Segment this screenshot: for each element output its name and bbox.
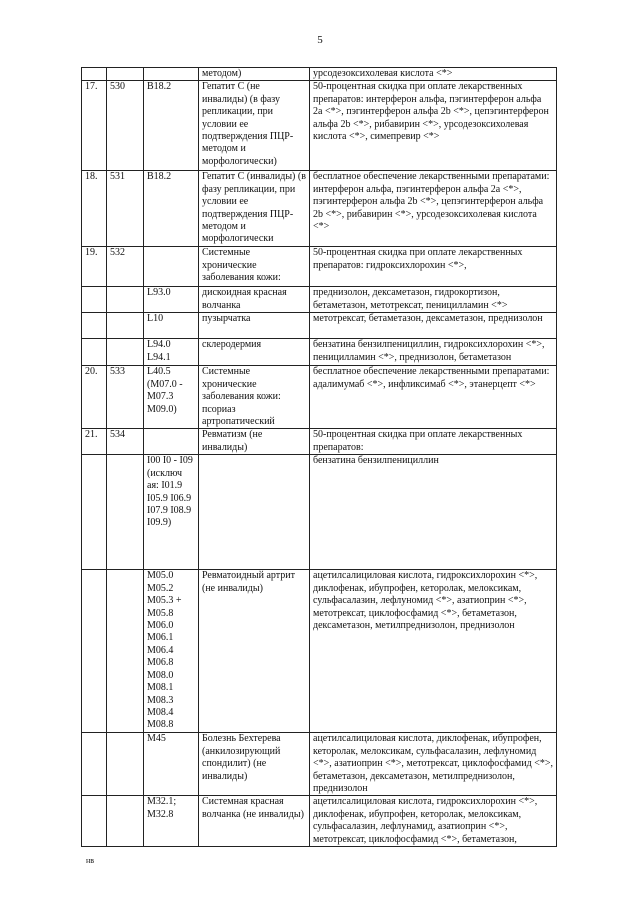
code-cell xyxy=(107,455,144,570)
icd-code-cell xyxy=(144,247,199,287)
table-row xyxy=(82,429,557,455)
table-row xyxy=(82,455,557,570)
drugs-cell: 50-процентная скидка при оплате лекарственных препаратов: интерферон альфа, пэгинтерферон альфа 2а <*>, пэгинтерферон альфа 2b <*>, цепэгинтерферон альфа 2b <*>, рибавирин <*>, урсодезоксихолевая кислота <*>, симепревир <*> xyxy=(310,81,557,171)
row-number-cell xyxy=(82,313,107,339)
table-row xyxy=(82,247,557,287)
row-number-cell xyxy=(82,455,107,570)
disease-cell: Ревматоидный артрит (не инвалиды) xyxy=(199,570,310,733)
table-row xyxy=(82,339,557,366)
row-number-cell: 18. xyxy=(82,171,107,247)
disease-cell: Гепатит С (инвалиды) (в фазу репликации, при условии ее подтверждения ПЦР-методом и морфологически xyxy=(199,171,310,247)
icd-code-cell: B18.2 xyxy=(144,81,199,171)
disease-cell: пузырчатка xyxy=(199,313,310,339)
table-row xyxy=(82,796,557,847)
row-number-cell xyxy=(82,733,107,796)
icd-code-cell: M32.1; M32.8 xyxy=(144,796,199,847)
disease-cell: дискоидная красная волчанка xyxy=(199,287,310,313)
code-cell xyxy=(107,287,144,313)
disease-cell: Ревматизм (не инвалиды) xyxy=(199,429,310,455)
code-cell xyxy=(107,733,144,796)
disease-cell: методом) xyxy=(199,68,310,81)
page-number: 5 xyxy=(317,34,323,46)
icd-code-cell xyxy=(144,429,199,455)
row-number-cell: 19. xyxy=(82,247,107,287)
row-number-cell: 21. xyxy=(82,429,107,455)
row-number-cell xyxy=(82,339,107,366)
code-cell: 532 xyxy=(107,247,144,287)
drug-provision-table xyxy=(81,67,557,847)
disease-cell xyxy=(199,455,310,570)
code-cell xyxy=(107,339,144,366)
icd-code-cell: M45 xyxy=(144,733,199,796)
disease-cell: Системные хронические заболевания кожи: псориаз артропатический xyxy=(199,366,310,429)
disease-cell: Гепатит С (не инвалиды) (в фазу репликации, при условии ее подтверждения ПЦР-методом и морфологически) xyxy=(199,81,310,171)
drugs-cell: ацетилсалициловая кислота, диклофенак, ибупрофен, кеторолак, мелоксикам, сульфасалазин, лефлуномид <*>, азатиоприн <*>, метотрексат, циклофосфамид <*>, бетаметазон, дексаметазон, метилпреднизолон, преднизолон xyxy=(310,733,557,796)
table-row xyxy=(82,81,557,171)
code-cell: 534 xyxy=(107,429,144,455)
icd-code-cell: L94.0 L94.1 xyxy=(144,339,199,366)
drugs-cell: преднизолон, дексаметазон, гидрокортизон, бетаметазон, метотрексат, пеницилламин <*> xyxy=(310,287,557,313)
code-cell: 531 xyxy=(107,171,144,247)
drugs-cell: метотрексат, бетаметазон, дексаметазон, преднизолон xyxy=(310,313,557,339)
row-number-cell xyxy=(82,796,107,847)
row-number-cell: 20. xyxy=(82,366,107,429)
code-cell xyxy=(107,313,144,339)
disease-cell: склеродермия xyxy=(199,339,310,366)
code-cell: 530 xyxy=(107,81,144,171)
icd-code-cell: M05.0 M05.2 M05.3 + M05.8 M06.0 M06.1 M06.4 M06.8 M08.0 M08.1 M08.3 M08.4 M08.8 xyxy=(144,570,199,733)
row-number-cell xyxy=(82,287,107,313)
drugs-cell: бензатина бензилпенициллин xyxy=(310,455,557,570)
drugs-cell: бензатина бензилпенициллин, гидроксихлорохин <*>, пеницилламин <*>, преднизолон, бетаметазон xyxy=(310,339,557,366)
code-cell: 533 xyxy=(107,366,144,429)
table-row xyxy=(82,171,557,247)
table-row xyxy=(82,287,557,313)
drugs-cell: бесплатное обеспечение лекарственными препаратами: адалимумаб <*>, инфликсимаб <*>, этанерцепт <*> xyxy=(310,366,557,429)
code-cell xyxy=(107,570,144,733)
row-number-cell xyxy=(82,68,107,81)
disease-cell: Системные хронические заболевания кожи: xyxy=(199,247,310,287)
icd-code-cell: L10 xyxy=(144,313,199,339)
drugs-cell: 50-процентная скидка при оплате лекарственных препаратов: гидроксихлорохин <*>, xyxy=(310,247,557,287)
table-row xyxy=(82,313,557,339)
footer-mark: нв xyxy=(86,856,95,865)
row-number-cell: 17. xyxy=(82,81,107,171)
drugs-cell: урсодезоксихолевая кислота <*> xyxy=(310,68,557,81)
disease-cell: Болезнь Бехтерева (анкилозирующий спондилит) (не инвалиды) xyxy=(199,733,310,796)
drugs-cell: ацетилсалициловая кислота, гидроксихлорохин <*>, диклофенак, ибупрофен, кеторолак, мелоксикам, сульфасалазин, лефлуномид <*>, азатиоприн <*>, метотрексат, циклофосфамид <*>, бетаметазон, дексаметазон, метилпреднизолон, преднизолон xyxy=(310,570,557,733)
code-cell xyxy=(107,68,144,81)
icd-code-cell: L40.5 (M07.0 - M07.3 M09.0) xyxy=(144,366,199,429)
drugs-cell: 50-процентная скидка при оплате лекарственных препаратов: xyxy=(310,429,557,455)
table-row xyxy=(82,733,557,796)
drugs-cell: ацетилсалициловая кислота, гидроксихлорохин <*>, диклофенак, ибупрофен, кеторолак, мелоксикам, сульфасалазин, лефлунамид, азатиоприн <*>, метотрексат, циклофосфамид <*>, бетаметазон, xyxy=(310,796,557,847)
table-row xyxy=(82,570,557,733)
drugs-cell: бесплатное обеспечение лекарственными препаратами: интерферон альфа, пэгинтерферон альфа 2а <*>, пэгинтерферон альфа 2b <*>, цепэгинтерферон альфа 2b <*>, рибавирин <*>, урсодезоксихолевая кислота <*> xyxy=(310,171,557,247)
row-number-cell xyxy=(82,570,107,733)
table-row xyxy=(82,366,557,429)
icd-code-cell xyxy=(144,68,199,81)
icd-code-cell: B18.2 xyxy=(144,171,199,247)
icd-code-cell: L93.0 xyxy=(144,287,199,313)
disease-cell: Системная красная волчанка (не инвалиды) xyxy=(199,796,310,847)
code-cell xyxy=(107,796,144,847)
icd-code-cell: I00 I0 - I09 (исключ ая: I01.9 I05.9 I06.9 I07.9 I08.9 I09.9) xyxy=(144,455,199,570)
table-row xyxy=(82,68,557,81)
